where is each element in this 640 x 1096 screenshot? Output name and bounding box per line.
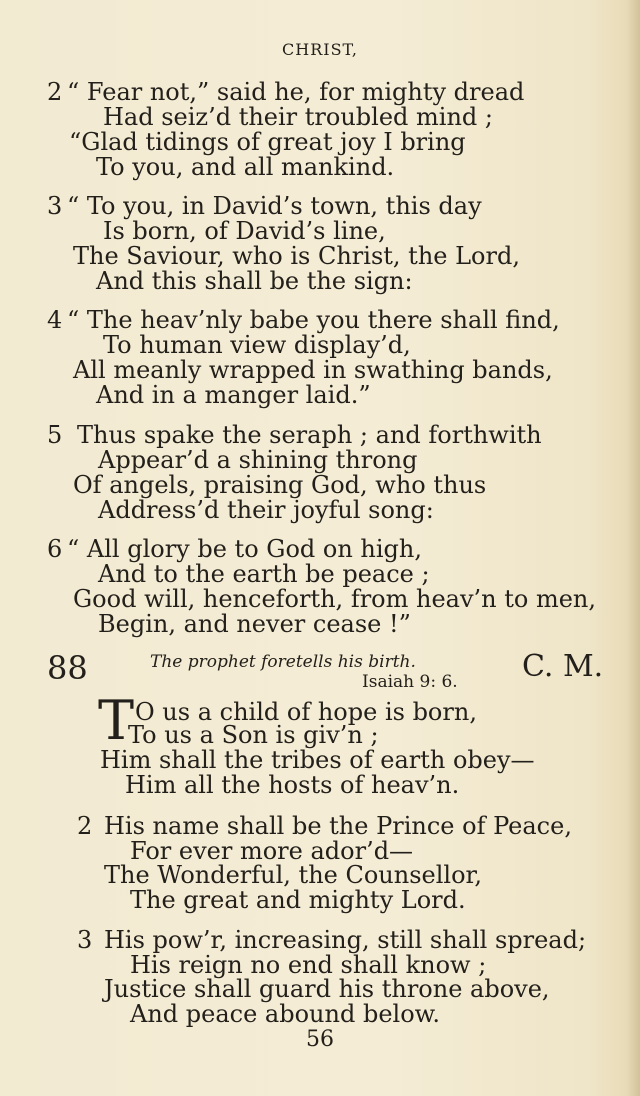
verse-line: To us a Son is giv’n ; — [128, 721, 379, 749]
verse-line: His pow’r, increasing, still shall spread; — [104, 926, 587, 954]
verse-line: Begin, and never cease !” — [98, 610, 411, 638]
stanza-number: 5 — [47, 421, 63, 449]
verse-line: “ The heav’nly babe you there shall find, — [67, 306, 560, 334]
running-head: CHRIST, — [282, 40, 358, 59]
verse-line: Him all the hosts of heav’n. — [125, 771, 460, 799]
verse-line: And in a manger laid.” — [96, 381, 371, 409]
verse-line: Good will, henceforth, from heav’n to men, — [73, 585, 597, 613]
verse-line: To you, and all mankind. — [96, 153, 395, 181]
verse-line: His reign no end shall know ; — [130, 951, 487, 979]
stanza-number: 6 — [47, 535, 63, 563]
stanza-number: 2 — [47, 78, 63, 106]
verse-line: Him shall the tribes of earth obey— — [100, 746, 535, 774]
verse-line: “ Fear not,” said he, for mighty dread — [67, 78, 525, 106]
verse-line: Of angels, praising God, who thus — [73, 471, 487, 499]
verse-line: His name shall be the Prince of Peace, — [104, 812, 572, 840]
stanza-number: 2 — [77, 812, 93, 840]
verse-line: And this shall be the sign: — [96, 267, 413, 295]
verse-line: All meanly wrapped in swathing bands, — [73, 356, 553, 384]
verse-line: O us a child of hope is born, — [135, 698, 477, 726]
verse-line: “ To you, in David’s town, this day — [67, 192, 482, 220]
page-number: 56 — [306, 1027, 334, 1052]
verse-line: Justice shall guard his throne above, — [104, 975, 550, 1003]
verse-line: “ All glory be to God on high, — [67, 535, 423, 563]
hymn-meter: C. M. — [522, 649, 604, 684]
verse-line: Had seiz’d their troubled mind ; — [103, 103, 493, 131]
verse-line: The great and mighty Lord. — [130, 886, 466, 914]
verse-line: The Saviour, who is Christ, the Lord, — [73, 242, 520, 270]
verse-line: Thus spake the seraph ; and forthwith — [77, 421, 542, 449]
verse-line: And to the earth be peace ; — [98, 560, 430, 588]
hymn-number: 88 — [47, 649, 88, 687]
verse-line: For ever more ador’d— — [130, 837, 414, 865]
stanza-number: 3 — [77, 926, 93, 954]
stanza-number: 3 — [47, 192, 63, 220]
verse-line: And peace abound below. — [130, 1000, 440, 1028]
verse-line: To human view display’d, — [103, 331, 411, 359]
drop-cap: T — [98, 689, 135, 752]
scripture-reference: Isaiah 9: 6. — [362, 672, 458, 692]
verse-line: Is born, of David’s line, — [103, 217, 386, 245]
page-edge-shading — [626, 0, 640, 1096]
verse-line: “Glad tidings of great joy I bring — [69, 128, 466, 156]
verse-line: The Wonderful, the Counsellor, — [104, 861, 482, 889]
stanza-number: 4 — [47, 306, 63, 334]
verse-line: Appear’d a shining throng — [98, 446, 418, 474]
verse-line: Address’d their joyful song: — [98, 496, 434, 524]
hymn-topic: The prophet foretells his birth. — [150, 652, 416, 672]
